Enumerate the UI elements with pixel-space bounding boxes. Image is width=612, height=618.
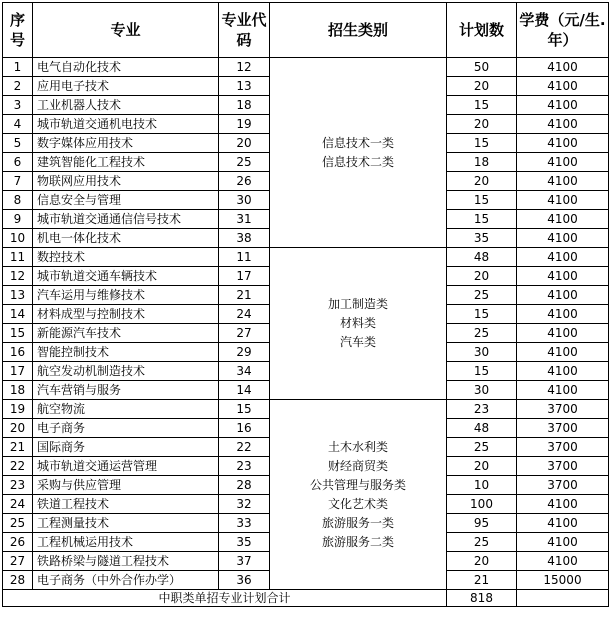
major-name-cell: 工程机械运用技术 (33, 533, 219, 552)
seq-cell: 5 (3, 134, 33, 153)
plan-count-cell: 48 (447, 419, 517, 438)
tuition-fee-cell: 4100 (517, 552, 609, 571)
enrollment-plan-table (2, 2, 609, 607)
tuition-fee-cell: 3700 (517, 419, 609, 438)
plan-count-cell: 100 (447, 495, 517, 514)
category-cell (270, 58, 447, 248)
major-name-cell: 数字媒体应用技术 (33, 134, 219, 153)
major-code-cell: 30 (219, 191, 270, 210)
major-code-cell: 23 (219, 457, 270, 476)
seq-cell: 6 (3, 153, 33, 172)
tuition-fee-cell: 3700 (517, 400, 609, 419)
plan-count-cell: 30 (447, 381, 517, 400)
table-row (3, 58, 609, 77)
seq-cell: 28 (3, 571, 33, 590)
seq-cell: 7 (3, 172, 33, 191)
tuition-fee-cell: 4100 (517, 172, 609, 191)
tuition-fee-cell: 3700 (517, 438, 609, 457)
major-code-cell: 35 (219, 533, 270, 552)
seq-cell: 20 (3, 419, 33, 438)
major-name-cell: 新能源汽车技术 (33, 324, 219, 343)
tuition-fee-cell: 4100 (517, 514, 609, 533)
major-code-cell: 16 (219, 419, 270, 438)
tuition-fee-cell: 4100 (517, 362, 609, 381)
seq-cell: 27 (3, 552, 33, 571)
category-label: 公共管理与服务类 (309, 477, 406, 492)
major-code-cell: 18 (219, 96, 270, 115)
seq-cell: 13 (3, 286, 33, 305)
major-name-cell: 智能控制技术 (33, 343, 219, 362)
header-category: 招生类别 (270, 3, 447, 58)
major-name-cell: 国际商务 (33, 438, 219, 457)
total-value: 818 (447, 590, 517, 607)
major-code-cell: 11 (219, 248, 270, 267)
category-label: 信息技术一类 (321, 135, 394, 150)
plan-count-cell: 15 (447, 191, 517, 210)
tuition-fee-cell: 4100 (517, 495, 609, 514)
major-code-cell: 34 (219, 362, 270, 381)
tuition-fee-cell: 4100 (517, 248, 609, 267)
major-code-cell: 17 (219, 267, 270, 286)
seq-cell: 16 (3, 343, 33, 362)
seq-cell: 14 (3, 305, 33, 324)
seq-cell: 17 (3, 362, 33, 381)
plan-count-cell: 50 (447, 58, 517, 77)
seq-cell: 3 (3, 96, 33, 115)
plan-count-cell: 15 (447, 134, 517, 153)
total-row (3, 590, 609, 607)
total-empty-cell (517, 590, 609, 607)
category-label: 土木水利类 (327, 439, 388, 454)
seq-cell: 10 (3, 229, 33, 248)
category-label: 汽车类 (339, 335, 376, 349)
tuition-fee-cell: 4100 (517, 286, 609, 305)
table-row (3, 248, 609, 267)
major-code-cell: 36 (219, 571, 270, 590)
major-name-cell: 航空物流 (33, 400, 219, 419)
tuition-fee-cell: 4100 (517, 210, 609, 229)
seq-cell: 26 (3, 533, 33, 552)
plan-count-cell: 23 (447, 400, 517, 419)
tuition-fee-cell: 4100 (517, 77, 609, 96)
tuition-fee-cell: 4100 (517, 533, 609, 552)
major-name-cell: 城市轨道交通车辆技术 (33, 267, 219, 286)
plan-count-cell: 10 (447, 476, 517, 495)
seq-cell: 8 (3, 191, 33, 210)
category-label: 旅游服务一类 (321, 515, 394, 530)
header-plan: 计划数 (447, 3, 517, 58)
major-code-cell: 25 (219, 153, 270, 172)
major-code-cell: 33 (219, 514, 270, 533)
major-code-cell: 27 (219, 324, 270, 343)
table-header-row (3, 3, 609, 58)
major-code-cell: 20 (219, 134, 270, 153)
plan-count-cell: 15 (447, 362, 517, 381)
tuition-fee-cell: 4100 (517, 96, 609, 115)
major-code-cell: 37 (219, 552, 270, 571)
tuition-fee-cell: 4100 (517, 229, 609, 248)
major-name-cell: 信息安全与管理 (33, 191, 219, 210)
header-fee: 学费（元/生.年） (517, 3, 609, 58)
category-label: 材料类 (339, 316, 376, 330)
plan-count-cell: 25 (447, 438, 517, 457)
tuition-fee-cell: 3700 (517, 457, 609, 476)
plan-count-cell: 15 (447, 305, 517, 324)
tuition-fee-cell: 3700 (517, 476, 609, 495)
header-code: 专业代码 (219, 3, 270, 58)
seq-cell: 19 (3, 400, 33, 419)
major-code-cell: 22 (219, 438, 270, 457)
seq-cell: 25 (3, 514, 33, 533)
major-code-cell: 38 (219, 229, 270, 248)
major-name-cell: 材料成型与控制技术 (33, 305, 219, 324)
major-name-cell: 铁道工程技术 (33, 495, 219, 514)
seq-cell: 15 (3, 324, 33, 343)
major-code-cell: 24 (219, 305, 270, 324)
major-code-cell: 15 (219, 400, 270, 419)
major-name-cell: 电子商务（中外合作办学） (33, 571, 219, 590)
major-code-cell: 26 (219, 172, 270, 191)
plan-count-cell: 20 (447, 457, 517, 476)
category-label: 信息技术二类 (321, 154, 394, 169)
tuition-fee-cell: 4100 (517, 191, 609, 210)
tuition-fee-cell: 4100 (517, 381, 609, 400)
major-name-cell: 工程测量技术 (33, 514, 219, 533)
major-name-cell: 应用电子技术 (33, 77, 219, 96)
plan-count-cell: 20 (447, 77, 517, 96)
total-label: 中职类单招专业计划合计 (3, 590, 447, 607)
major-name-cell: 数控技术 (33, 248, 219, 267)
seq-cell: 12 (3, 267, 33, 286)
seq-cell: 9 (3, 210, 33, 229)
major-code-cell: 19 (219, 115, 270, 134)
major-name-cell: 机电一体化技术 (33, 229, 219, 248)
plan-count-cell: 30 (447, 343, 517, 362)
major-name-cell: 城市轨道交通运营管理 (33, 457, 219, 476)
tuition-fee-cell: 4100 (517, 324, 609, 343)
major-name-cell: 汽车营销与服务 (33, 381, 219, 400)
category-cell (270, 248, 447, 400)
category-label: 加工制造类 (327, 297, 388, 311)
plan-count-cell: 20 (447, 115, 517, 134)
plan-count-cell: 18 (447, 153, 517, 172)
plan-count-cell: 95 (447, 514, 517, 533)
major-code-cell: 28 (219, 476, 270, 495)
major-name-cell: 物联网应用技术 (33, 172, 219, 191)
category-label: 旅游服务二类 (321, 534, 394, 549)
seq-cell: 21 (3, 438, 33, 457)
major-name-cell: 城市轨道交通机电技术 (33, 115, 219, 134)
plan-count-cell: 20 (447, 172, 517, 191)
plan-count-cell: 25 (447, 533, 517, 552)
seq-cell: 23 (3, 476, 33, 495)
plan-count-cell: 35 (447, 229, 517, 248)
major-code-cell: 31 (219, 210, 270, 229)
major-name-cell: 电子商务 (33, 419, 219, 438)
major-name-cell: 铁路桥梁与隧道工程技术 (33, 552, 219, 571)
major-code-cell: 32 (219, 495, 270, 514)
major-name-cell: 建筑智能化工程技术 (33, 153, 219, 172)
tuition-fee-cell: 4100 (517, 305, 609, 324)
seq-cell: 11 (3, 248, 33, 267)
plan-count-cell: 20 (447, 267, 517, 286)
plan-count-cell: 25 (447, 324, 517, 343)
header-major: 专业 (33, 3, 219, 58)
plan-count-cell: 48 (447, 248, 517, 267)
tuition-fee-cell: 4100 (517, 343, 609, 362)
header-seq: 序号 (3, 3, 33, 58)
seq-cell: 4 (3, 115, 33, 134)
category-cell (270, 400, 447, 590)
major-name-cell: 航空发动机制造技术 (33, 362, 219, 381)
plan-count-cell: 15 (447, 96, 517, 115)
major-code-cell: 12 (219, 58, 270, 77)
seq-cell: 24 (3, 495, 33, 514)
tuition-fee-cell: 15000 (517, 571, 609, 590)
plan-count-cell: 25 (447, 286, 517, 305)
tuition-fee-cell: 4100 (517, 58, 609, 77)
major-name-cell: 工业机器人技术 (33, 96, 219, 115)
tuition-fee-cell: 4100 (517, 115, 609, 134)
plan-count-cell: 20 (447, 552, 517, 571)
major-name-cell: 汽车运用与维修技术 (33, 286, 219, 305)
major-code-cell: 29 (219, 343, 270, 362)
major-code-cell: 13 (219, 77, 270, 96)
seq-cell: 18 (3, 381, 33, 400)
tuition-fee-cell: 4100 (517, 267, 609, 286)
major-code-cell: 21 (219, 286, 270, 305)
major-name-cell: 电气自动化技术 (33, 58, 219, 77)
major-code-cell: 14 (219, 381, 270, 400)
tuition-fee-cell: 4100 (517, 134, 609, 153)
plan-count-cell: 21 (447, 571, 517, 590)
major-name-cell: 采购与供应管理 (33, 476, 219, 495)
table-body (3, 58, 609, 590)
seq-cell: 1 (3, 58, 33, 77)
seq-cell: 2 (3, 77, 33, 96)
tuition-fee-cell: 4100 (517, 153, 609, 172)
category-label: 文化艺术类 (327, 496, 388, 511)
seq-cell: 22 (3, 457, 33, 476)
major-name-cell: 城市轨道交通通信信号技术 (33, 210, 219, 229)
category-label: 财经商贸类 (327, 458, 388, 473)
plan-count-cell: 15 (447, 210, 517, 229)
table-row (3, 400, 609, 419)
